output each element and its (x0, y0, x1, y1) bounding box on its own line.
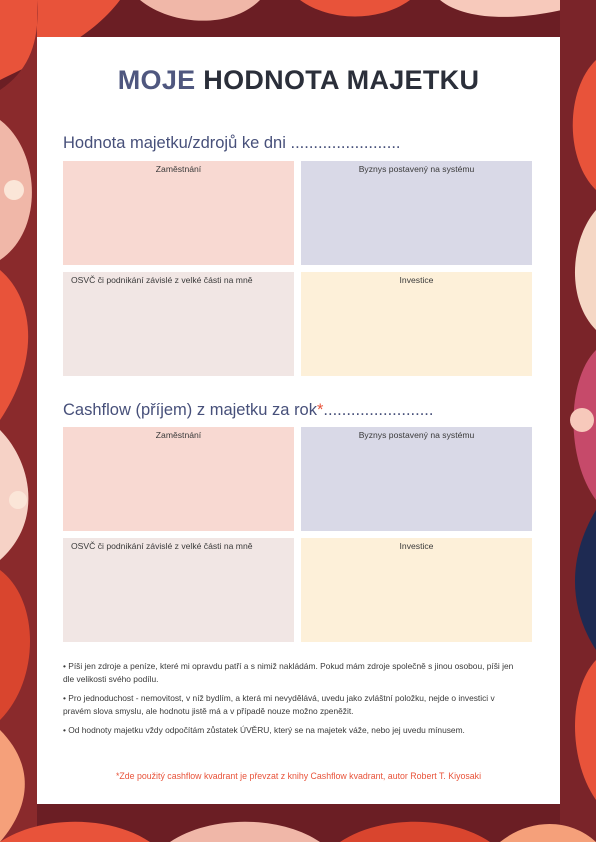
page-title (37, 65, 560, 96)
footnote-star: * (317, 401, 324, 419)
quadrant-investment[interactable] (301, 272, 532, 376)
note-item: • Píši jen zdroje a peníze, které mi opravdu patří a s nimiž nakládám. Pokud mám zdroje společně s jinou osobou, píši jen dle velikosti svého podílu. (63, 661, 514, 684)
title-accent: MOJE (117, 65, 196, 95)
quadrant-employment[interactable] (63, 161, 294, 265)
quadrant-label: Investice (399, 275, 434, 285)
title-main: HODNOTA MAJETKU (203, 65, 480, 95)
quadrant-label: OSVČ či podnikání závislé z velké části na mně (71, 541, 253, 551)
quadrant-system-business[interactable] (301, 427, 532, 531)
note-item: • Pro jednoduchost - nemovitost, v níž bydlím, a která mi nevydělává, uvedu jako zvláštní položku, nejde o investici v pravém slova smyslu, ale hodnotu jistě má a v případě nouze možno zpeněžit. (63, 693, 495, 716)
section-heading-text: Cashflow (příjem) z majetku za rok (63, 401, 317, 419)
worksheet-page (37, 37, 560, 804)
amount-fill-line[interactable]: ........................ (323, 401, 434, 419)
quadrant-label: Byznys postavený na systému (358, 164, 475, 174)
source-footnote: *Zde použitý cashflow kvadrant je převzat z knihy Cashflow kvadrant, autor Robert T. Kiyosaki (115, 771, 482, 781)
quadrant-self-employed[interactable] (63, 272, 294, 376)
notes-list (63, 660, 523, 743)
quadrant-label: Zaměstnání (155, 430, 202, 440)
note-item: • Od hodnoty majetku vždy odpočítám zůstatek ÚVĚRU, který se na majetek váže, nebo jej uvedu mínusem. (63, 725, 465, 735)
date-fill-line[interactable]: ........................ (290, 134, 401, 152)
quadrant-label: Zaměstnání (155, 164, 202, 174)
quadrant-label: Byznys postavený na systému (358, 430, 475, 440)
section-heading-text: Hodnota majetku/zdrojů ke dni (63, 134, 286, 152)
quadrant-investment[interactable] (301, 538, 532, 642)
quadrant-system-business[interactable] (301, 161, 532, 265)
quadrant-label: Investice (399, 541, 434, 551)
section-cashflow-heading (63, 401, 433, 420)
quadrant-label: OSVČ či podnikání závislé z velké části na mně (71, 275, 253, 285)
quadrant-employment[interactable] (63, 427, 294, 531)
quadrant-self-employed[interactable] (63, 538, 294, 642)
section-asset-value-heading (63, 134, 401, 153)
